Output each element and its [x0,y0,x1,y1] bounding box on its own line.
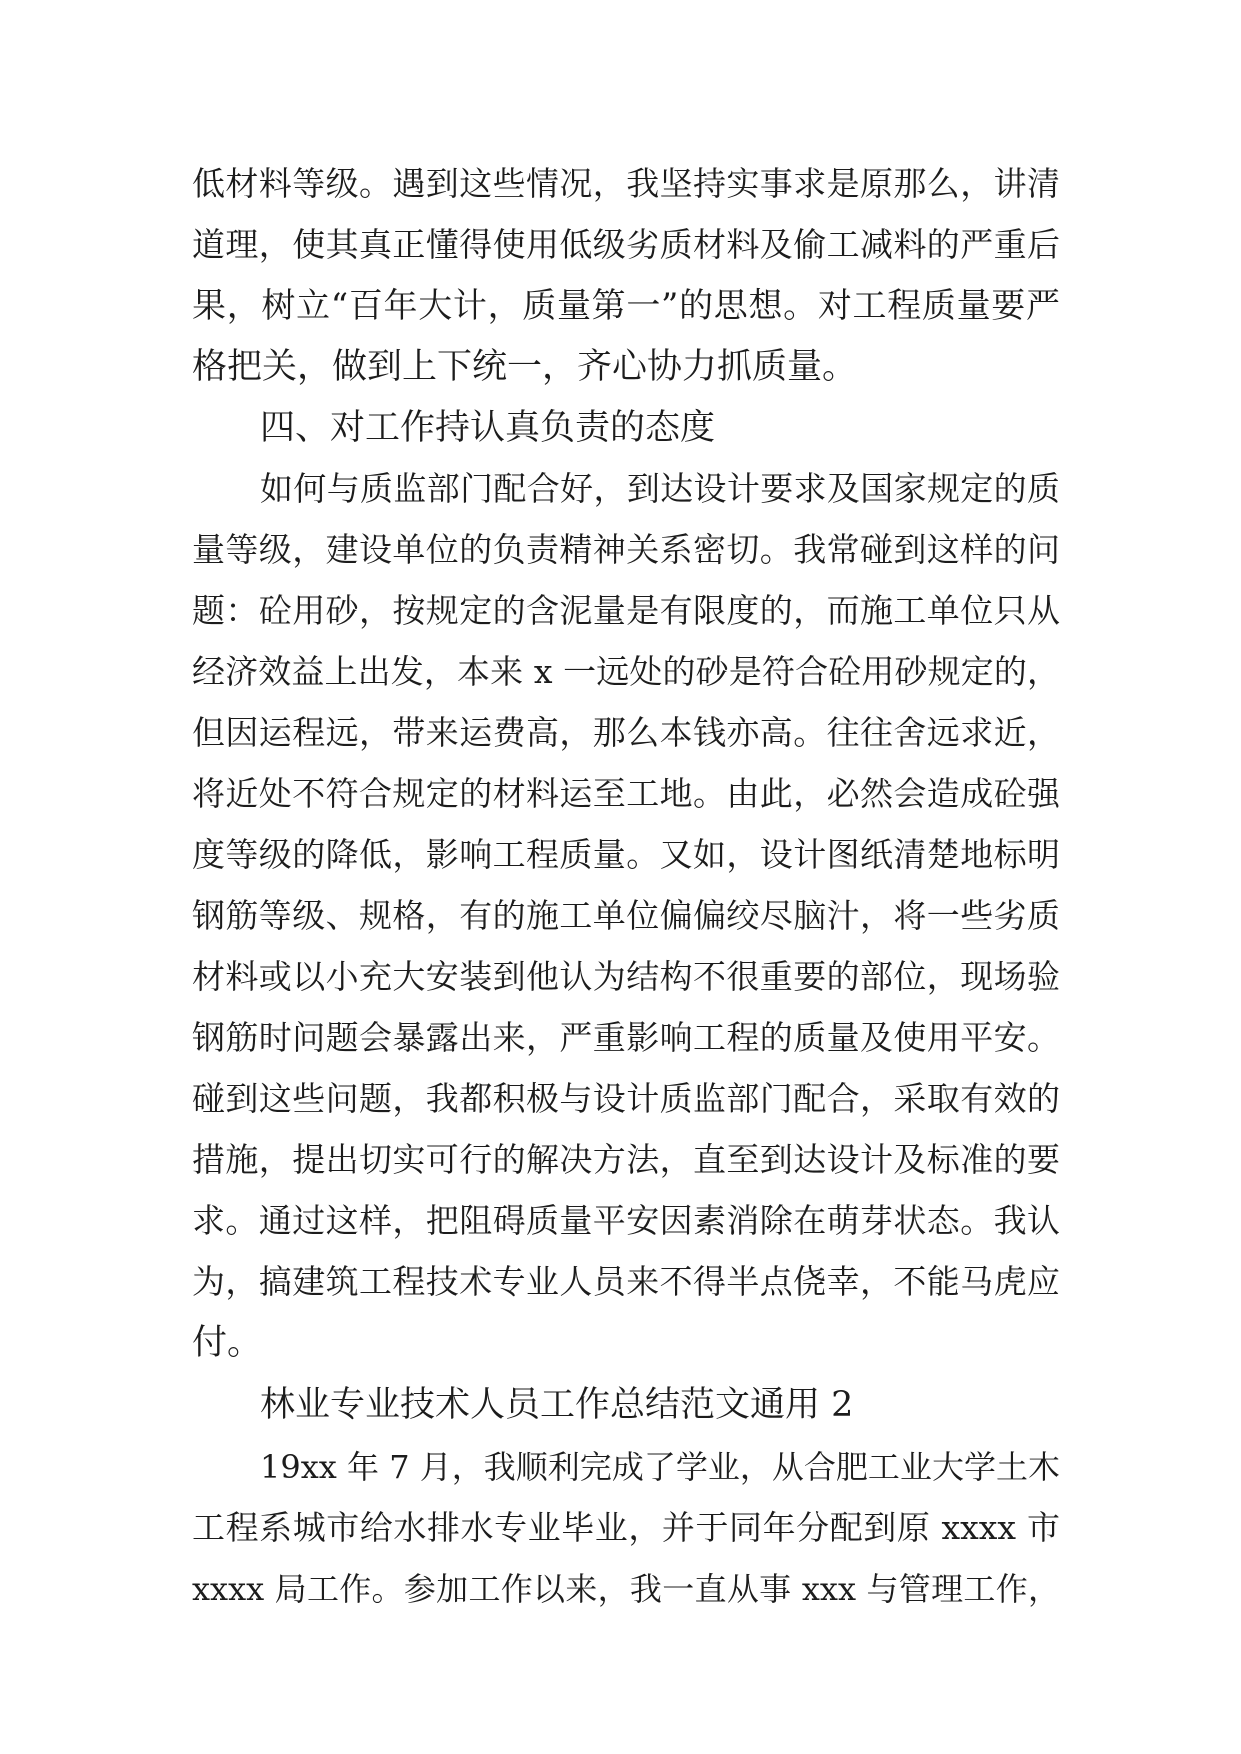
paragraph-line: 度等级的降低，影响工程质量。又如，设计图纸清楚地标明 [192,835,1060,874]
paragraph-line: xxxx 局工作。参加工作以来，我一直从事 xxx 与管理工作， [192,1570,1060,1608]
section-heading: 四、对工作持认真负责的态度 [260,408,716,448]
paragraph-line: 道理，使其真正懂得使用低级劣质材料及偷工减料的严重后 [192,225,1060,264]
paragraph-line: 工程系城市给水排水专业毕业，并于同年分配到原 xxxx 市 [192,1508,1060,1547]
paragraph-line: 量等级，建设单位的负责精神关系密切。我常碰到这样的问 [192,530,1060,569]
paragraph-line: 将近处不符合规定的材料运至工地。由此，必然会造成砼强 [192,774,1060,813]
paragraph-line: 措施，提出切实可行的解决方法，直至到达设计及标准的要 [192,1140,1060,1179]
paragraph-line: 低材料等级。遇到这些情况，我坚持实事求是原那么，讲清 [192,164,1060,203]
paragraph-line: 碰到这些问题，我都积极与设计质监部门配合，采取有效的 [192,1079,1060,1118]
paragraph-line: 求。通过这样，把阻碍质量平安因素消除在萌芽状态。我认 [192,1201,1060,1240]
paragraph-line: 题：砼用砂，按规定的含泥量是有限度的，而施工单位只从 [192,591,1060,630]
paragraph-line: 材料或以小充大安装到他认为结构不很重要的部位，现场验 [192,957,1060,996]
paragraph-line: 为，搞建筑工程技术专业人员来不得半点侥幸，不能马虎应 [192,1262,1060,1301]
paragraph-line: 19xx 年 7 月，我顺利完成了学业，从合肥工业大学土木 [260,1448,1060,1486]
paragraph-line: 付。 [192,1323,263,1363]
paragraph-line: 如何与质监部门配合好，到达设计要求及国家规定的质 [260,469,1060,508]
paragraph-line: 钢筋等级、规格，有的施工单位偏偏绞尽脑汁，将一些劣质 [192,896,1060,935]
paragraph-line: 经济效益上出发，本来 x 一远处的砂是符合砼用砂规定的， [192,652,1060,691]
paragraph-line: 钢筋时问题会暴露出来，严重影响工程的质量及使用平安。 [192,1018,1060,1057]
article-title: 林业专业技术人员工作总结范文通用 2 [260,1385,854,1425]
paragraph-line: 格把关，做到上下统一，齐心协力抓质量。 [192,347,858,387]
paragraph-line: 果，树立“百年大计，质量第一”的思想。对工程质量要严 [192,286,1060,326]
paragraph-line: 但因运程远，带来运费高，那么本钱亦高。往往舍远求近， [192,713,1060,752]
